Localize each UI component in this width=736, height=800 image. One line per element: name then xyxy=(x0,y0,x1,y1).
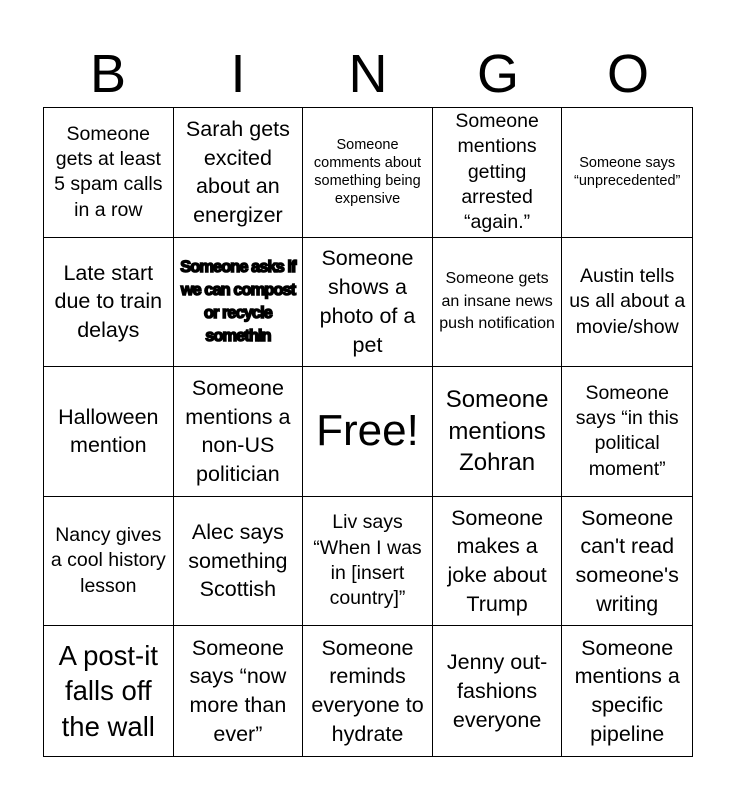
header-letter-o: O xyxy=(606,44,649,104)
cell-text: Sarah gets excited about an energizer xyxy=(185,116,290,228)
cell-text: Someone shows a photo of a pet xyxy=(319,246,416,357)
bingo-cell-free[interactable] xyxy=(303,367,433,497)
cell-text: A post-it falls off the wall xyxy=(58,639,158,743)
bingo-cell-r5c5[interactable] xyxy=(562,626,692,756)
bingo-cell-r4c2[interactable] xyxy=(174,497,304,627)
bingo-cell-r1c4[interactable] xyxy=(433,108,563,238)
cell-text: Someone comments about something being expensive xyxy=(313,137,422,208)
bingo-cell-r3c4[interactable] xyxy=(433,367,563,497)
bingo-cell-r5c2[interactable] xyxy=(174,626,304,756)
cell-text: Someone reminds everyone to hydrate xyxy=(311,635,424,746)
cell-text: Someone can't read someone's writing xyxy=(575,505,679,616)
cell-text: Austin tells us all about a movie/show xyxy=(569,264,686,338)
bingo-cell-r5c4[interactable] xyxy=(433,626,563,756)
cell-text: Liv says “When I was in [insert country]” xyxy=(313,511,422,610)
cell-text: Someone makes a joke about Trump xyxy=(447,505,547,616)
bingo-header xyxy=(43,40,693,108)
bingo-cell-r3c5[interactable] xyxy=(562,367,692,497)
cell-text: Someone says “unprecedented” xyxy=(573,155,681,190)
bingo-cell-r4c1[interactable] xyxy=(44,497,174,627)
header-letter-i: I xyxy=(230,44,246,104)
cell-text: Someone mentions a specific pipeline xyxy=(574,635,680,746)
bingo-cell-r3c2[interactable] xyxy=(174,367,304,497)
cell-text: Someone says “now more than ever” xyxy=(189,635,287,746)
cell-text: Someone mentions Zohran xyxy=(445,385,549,477)
cell-text: Nancy gives a cool history lesson xyxy=(50,524,166,597)
bingo-cell-r1c3[interactable] xyxy=(303,108,433,238)
bingo-cell-r1c2[interactable] xyxy=(174,108,304,238)
free-space-text: Free! xyxy=(316,406,419,456)
cell-text: Someone says “in this political moment” xyxy=(575,381,679,480)
bingo-cell-r4c5[interactable] xyxy=(562,497,692,627)
bingo-cell-r2c2[interactable] xyxy=(174,238,304,368)
cell-text: Someone asks if we can compost or recycle somethin xyxy=(180,257,296,345)
header-letter-b: B xyxy=(89,44,127,104)
cell-text: Someone gets an insane news push notification xyxy=(439,270,555,333)
cell-text: Halloween mention xyxy=(58,404,159,458)
cell-text: Someone mentions a non-US politician xyxy=(185,375,291,487)
bingo-cell-r1c1[interactable] xyxy=(44,108,174,238)
bingo-cell-r4c4[interactable] xyxy=(433,497,563,627)
bingo-cell-r2c3[interactable] xyxy=(303,238,433,368)
cell-text: Jenny out-fashions everyone xyxy=(446,650,548,732)
cell-text: Late start due to train delays xyxy=(54,260,163,343)
bingo-board xyxy=(43,107,693,757)
cell-text: Someone gets at least 5 spam calls in a row xyxy=(54,122,163,221)
header-letter-g: G xyxy=(476,44,519,104)
bingo-cell-r1c5[interactable] xyxy=(562,108,692,238)
cell-text: Alec says something Scottish xyxy=(188,519,288,602)
bingo-cell-r2c1[interactable] xyxy=(44,238,174,368)
bingo-cell-r3c1[interactable] xyxy=(44,367,174,497)
cell-text: Someone mentions getting arrested “again.” xyxy=(455,109,539,234)
bingo-cell-r2c5[interactable] xyxy=(562,238,692,368)
bingo-cell-r2c4[interactable] xyxy=(433,238,563,368)
header-letter-n: N xyxy=(348,44,388,104)
bingo-cell-r4c3[interactable] xyxy=(303,497,433,627)
bingo-cell-r5c1[interactable] xyxy=(44,626,174,756)
bingo-cell-r5c3[interactable] xyxy=(303,626,433,756)
